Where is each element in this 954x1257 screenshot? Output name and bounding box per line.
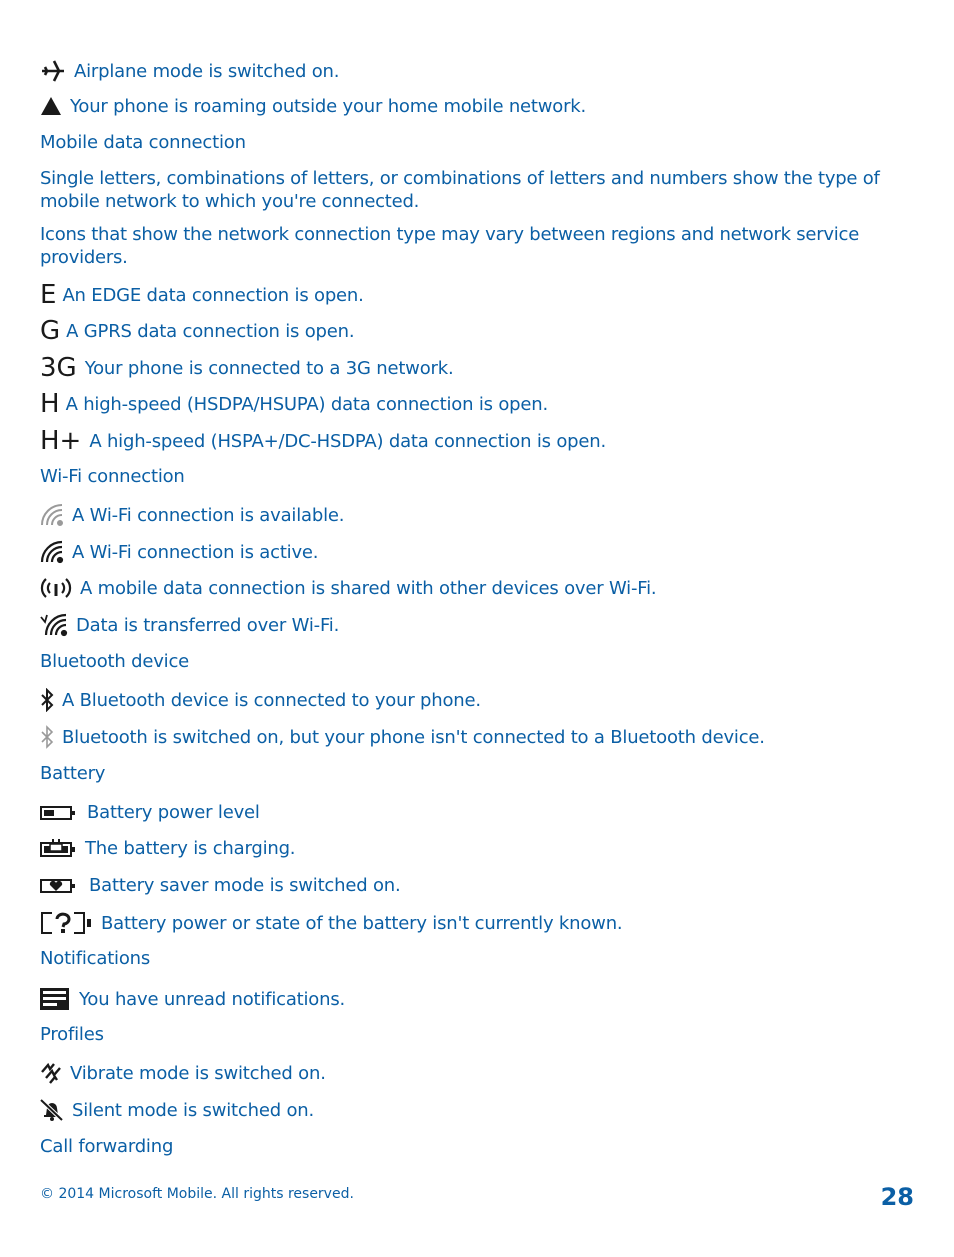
bluetooth-on-row [40, 725, 765, 749]
wifi-available-text: A Wi-Fi connection is available. [72, 504, 345, 526]
bluetooth-connected-icon [40, 688, 54, 712]
h-icon: H [40, 389, 60, 419]
vibrate-row [40, 1062, 326, 1084]
wifi-transfer-text: Data is transferred over Wi-Fi. [76, 614, 340, 636]
hspa-text: A high-speed (HSDPA/HSUPA) data connection is open. [65, 393, 548, 415]
battery-unknown-row [40, 911, 622, 935]
page-number: 28 [880, 1183, 914, 1211]
battery-level-text: Battery power level [87, 802, 260, 823]
silent-row [40, 1098, 314, 1122]
threeg-text: Your phone is connected to a 3G network. [84, 357, 454, 379]
roaming-row [40, 95, 586, 117]
edge-row [40, 282, 364, 308]
h-plus-icon: H+ [40, 426, 82, 456]
hspa-plus-text: A high-speed (HSPA+/DC-HSDPA) data connection is open. [89, 430, 606, 452]
battery-saver-text: Battery saver mode is switched on. [89, 875, 401, 896]
battery-charging-text: The battery is charging. [85, 838, 296, 859]
wifi-available-icon [40, 503, 64, 527]
mobile-data-paragraph-1: Single letters, combinations of letters, or combinations of letters and numbers show the type of mobile network to which you're connected. [40, 168, 880, 212]
wifi-available-row [40, 503, 344, 527]
mobile-data-heading: Mobile data connection [40, 132, 246, 153]
vibrate-icon [40, 1062, 62, 1084]
battery-charging-icon [40, 839, 76, 859]
bluetooth-heading: Bluetooth device [40, 651, 190, 672]
battery-unknown-icon [40, 911, 92, 935]
gprs-text: A GPRS data connection is open. [66, 320, 355, 342]
notification-message-icon [40, 987, 70, 1011]
airplane-row [40, 58, 339, 84]
notifications-unread-row [40, 987, 345, 1011]
battery-level-row [40, 802, 260, 823]
wifi-shared-row [40, 576, 656, 600]
silent-bell-icon [40, 1098, 64, 1122]
battery-heading: Battery [40, 763, 106, 784]
threeg-row [40, 355, 453, 381]
wifi-active-row [40, 540, 318, 564]
battery-saver-icon [40, 878, 76, 894]
bluetooth-on-text: Bluetooth is switched on, but your phone isn't connected to a Bluetooth device. [62, 726, 765, 748]
edge-text: An EDGE data connection is open. [62, 284, 364, 306]
threeg-icon: 3G [40, 353, 77, 383]
battery-charging-row [40, 838, 295, 859]
gprs-row [40, 318, 354, 344]
mobile-data-paragraph-2: Icons that show the network connection type may vary between regions and network service providers. [40, 224, 860, 268]
gprs-icon: G [40, 316, 61, 346]
wifi-heading: Wi-Fi connection [40, 466, 185, 487]
wifi-transfer-icon [40, 613, 68, 637]
profiles-heading: Profiles [40, 1024, 104, 1045]
edge-icon: E [40, 280, 57, 310]
roaming-triangle-icon [40, 95, 62, 117]
copyright-footer: © 2014 Microsoft Mobile. All rights reserved. [40, 1186, 354, 1202]
wifi-hotspot-icon [40, 576, 72, 600]
vibrate-text: Vibrate mode is switched on. [70, 1062, 326, 1084]
notifications-unread-text: You have unread notifications. [79, 988, 346, 1010]
hspa-plus-row [40, 428, 606, 454]
call-forwarding-heading: Call forwarding [40, 1136, 174, 1157]
silent-text: Silent mode is switched on. [72, 1099, 314, 1121]
bluetooth-connected-row [40, 688, 481, 712]
airplane-icon [40, 58, 66, 84]
bluetooth-on-icon [40, 725, 54, 749]
roaming-text: Your phone is roaming outside your home mobile network. [70, 95, 587, 117]
hspa-row [40, 391, 548, 417]
wifi-transfer-row [40, 613, 339, 637]
battery-unknown-text: Battery power or state of the battery isn't currently known. [101, 912, 623, 934]
bluetooth-connected-text: A Bluetooth device is connected to your phone. [62, 689, 481, 711]
wifi-active-icon [40, 540, 64, 564]
wifi-active-text: A Wi-Fi connection is active. [72, 541, 319, 563]
wifi-shared-text: A mobile data connection is shared with other devices over Wi-Fi. [80, 577, 657, 599]
battery-saver-row [40, 875, 401, 896]
notifications-heading: Notifications [40, 948, 151, 969]
battery-level-icon [40, 805, 76, 821]
airplane-text: Airplane mode is switched on. [74, 60, 340, 82]
